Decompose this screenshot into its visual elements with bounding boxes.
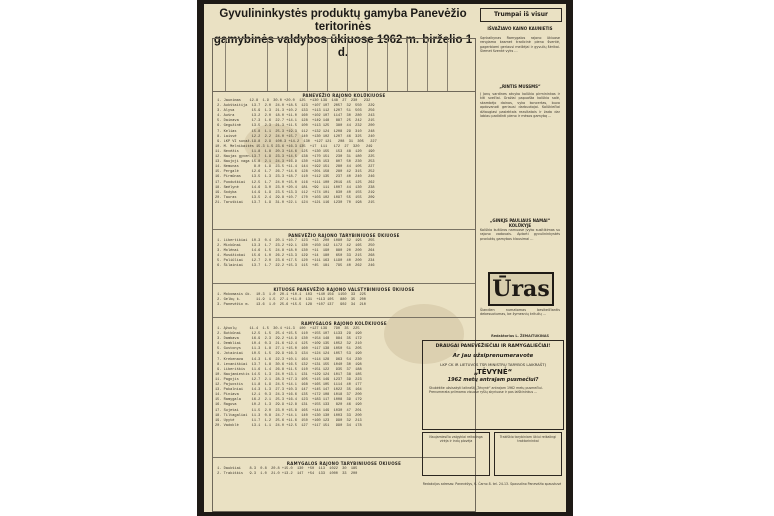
notice-boxes xyxy=(422,432,562,478)
editor-credit: Redaktorius L. ŽEMAITUKINAS xyxy=(491,334,549,338)
sidebar-header: Trumpai iš visur xyxy=(480,8,562,22)
ramygala-tarybiniai-rows: 1. Daukšiai 8.3 0.8 20.8 +15.0 130 +50 113 1022 30 185 2. Trakiškis 9.3 1.0 21.0 +13.2 147 +54 133 1000 33 200 xyxy=(217,467,358,477)
kolukiai-rows: 1. Jaunimas 12.8 1.9 30.0 +20.0 125 +130 139 148 27 230 232 2. Aukštaitija 13.7 2.0 24.0 +18.5 123 +107 107 2057 32 550 229 3. Alyva 15.9 1.3 21.3 +10.2 133 +113 112 1207 51 503 256 4. Aušra 13.2 2.0 18.0 +11.0 160 +102 107 1147 30 280 243 5. Dainava 17.3 1.6 22.7 +14.1 128 +149 148 887 25 242 215 6. Gegužinė 13.5 2.3 21.3 +11.5 100 +113 125 380 44 232 200 7. Kelias 15.8 1.1 25.3 +19.3 112 +132 124 1208 29 310 248 8. Laisvė 12.2 2.2 24.0 +15.7 140 +130 102 1207 46 325 240 9. LKP VI suvaž.19.8 2.9 100.3 +14.2 130 +127 121 208 31 305 227 10. M. Melnikaitės 15.3 1.5 23.6 +16.3 135 +17 111 172 27 320 249 11. Nevėžis 11.8 1.8 20.3 +14.6 125 +130 155 153 48 120 190 12. Naujas gyven.13.7 1.9 23.3 +14.5 138 +170 151 230 31 180 225 13. Naujoji vaga 15.8 2.1 24.3 +16.9 130 +128 153 807 50 230 253 14. Nemunas 8.0 1.9 23.5 +11.4 144 +192 151 280 44 105 227 15. Pergalė 12.6 1.7 26.7 +14.6 128 +201 158 280 42 315 252 16. Pirmūnas 13.5 1.3 23.3 +18.7 110 +112 135 237 40 240 246 17. Puoduškiai 12.5 1.7 24.0 +15.0 116 +111 100 2019 45 125 262 18. Smėlynė 14.6 3.0 23.0 +20.4 181 +99 111 1007 44 130 238 19. Sodyba 14.9 1.9 23.5 +13.3 112 +174 101 830 40 155 219 20. Tauras 13.5 2.4 29.8 +10.7 170 +103 102 1097 55 155 209 21. Taruškiai 13.7 1.9 31.0 +22.1 124 +121 116 1230 70 198 215 xyxy=(215,99,377,205)
ramygala-rows: 1. Ąžuolų 11.4 1.5 30.4 +11.3 100 +127 139 790 35 225 2. Butkūnai 12.5 1.5 25.4 +15.5 110 +155 107 1133 29 190 3. Dambava 16.9 2.3 29.2 +14.9 130 +154 148 884 35 172 4. Dembliai 10.4 0.3 21.6 +12.4 125 +109 135 1052 32 210 5. Gustonys 11.3 1.8 27.1 +15.0 160 +117 138 1050 51 205 6. Jotainiai 10.5 1.5 29.9 +16.3 134 +124 124 1057 53 190 7. Krekenava 14.3 1.6 22.3 +10.1 164 +114 128 963 54 230 8. Levaniškiai 13.7 1.8 30.6 +16.5 132 +131 155 1040 30 198 9. Liberiškis 11.6 1.4 26.8 +11.5 110 +151 122 935 37 188 10. Naujamiestis 14.5 1.3 24.0 +13.1 131 +129 124 1017 38 185 11. Pagojis 12.7 2.1 28.3 +17.3 105 +115 149 1237 39 223 12. Pajuostis 11.8 1.9 24.5 +14.1 168 +165 105 1114 40 177 13. Pakalniai 14.3 1.3 27.3 +10.3 147 +145 147 1022 35 164 14. Piniava 12.1 0.3 24.3 +16.6 135 +172 108 1018 37 200 15. Ramygala 16.2 2.1 25.3 +16.4 123 +183 117 1008 39 179 16. Raguva 10.2 1.3 29.9 +12.8 131 +155 133 820 46 190 17. Sujetai 11.5 2.0 23.0 +15.8 165 +144 149 1030 47 201 18. Tiltagaliai 11.3 0.8 24.7 +14.1 140 +130 130 1003 33 200 19. Upytė 11.7 1.2 25.6 +11.6 150 +160 123 990 32 213 20. Vadoklė 13.1 1.1 24.0 +12.5 127 +117 151 990 34 178 xyxy=(215,327,362,428)
page-footer: Redakcijos adresas: Panevėžys, K. Čarno 8. tel. 24-13. Spausdino Panevėžio spaustuvė xyxy=(422,482,562,486)
ad-line-3: LKP CK IR LIETUVOS TSR MINISTRŲ TARYBOS LAIKRAŠTĮ xyxy=(440,362,546,367)
notice-box-right: Trakiškio tarybiniam ūkiui reikalingi traktorininkai xyxy=(494,432,562,476)
kiti-rows: 1. Mokomasis ūk. 10.3 1.0 20.1 +10.1 103 +140 156 1150 33 225 2. Gelbų k. 11.9 1.5 27.1 +11.0 131 +113 105 880 35 200 3. Panevėžio m. 13.6 1.0 25.6 +15.5 128 +107 137 902 34 210 xyxy=(217,293,366,308)
ad-line-4: „TĖVYNĖ“ xyxy=(473,368,513,376)
section-title-tarybiniai: PANEVĖŽIO RAJONO TARYBINIUOSE ŪKIUOSE xyxy=(288,233,400,238)
section-title-kolukiai: PANEVĖŽIO RAJONO KOLŪKIUOSE xyxy=(302,93,386,98)
sidebar-headline-2: „RINTIS MUSSMS“ xyxy=(499,84,541,89)
section-title-ramygala-tarybiniai: RAMYGALOS RAJONO TARYBINIUOSE ŪKIUOSE xyxy=(286,461,402,466)
notice-box-left: Naujamiesčio valgyklai reikalinga virėja ir indų plovėja xyxy=(422,432,490,476)
sidebar-article-4: Šiandien numatomas besikeičiantis debesuotumas, be žymesnių kritulių ... xyxy=(480,308,560,317)
newspaper-page xyxy=(204,4,566,512)
table-header xyxy=(213,39,475,92)
sidebar-article-1: Sąnkaikynas Ramygalos rajono ūkiuose rengiama kasmet tradicinė pieno šventė, pagerbiami geriausi melžėjai ir gyvulių šėrikai. Šiemet šventė vyks ... xyxy=(480,36,560,54)
sidebar-headline-3: „GINKJS PAULIAUS NAMAI“ KOLŪKYJE xyxy=(489,218,551,228)
title-line-1: Gyvulininkystės produktų gamyba Panevėžio teritorinės xyxy=(219,8,467,33)
ad-line-5: 1962 metų antrajam pusmečiui? xyxy=(447,377,539,383)
sidebar-article-2: Į Jonų vardines atvyko kolūkio pirmininkas ir kiti svečiai. Gražiai papuošta kolūkio salė, skambėjo dainos, vyko koncertas, buvo apdovanoti geriausi darbuotojai. Kolūkiečiai džiaugiasi pasiektais rezultatais ir žada dar labiau padidinti pieno ir mėsos gamybą ... xyxy=(480,92,560,119)
ad-line-2: Ar jau užsiprenumeravote xyxy=(452,353,534,359)
subscription-ad xyxy=(422,340,564,430)
ad-line-1: DRAUGAI PANEVĖŽIEČIAI IR RAMYGALIEČIAI! xyxy=(435,344,551,349)
title-line-2: gamybinės valdybos ūkiuose 1962 m. birželio 1 d. xyxy=(213,34,473,59)
tarybiniai-rows: 1. Libertikiai 10.3 0.4 20.1 +10.7 123 +13 200 1080 32 195 255 2. Mickūnai 13.3 1.7 23.2 +19.1 130 +150 142 1172 42 165 250 3. Molėnai 14.6 1.5 24.8 +18.0 130 +11 190 880 20 200 264 4. Musdžiokai 15.6 1.0 26.2 +13.3 129 +14 180 650 33 215 268 5. Paliūliai 12.7 2.0 23.6 +17.5 120 +111 163 1190 40 200 234 6. Šilainiai 13.7 1.7 22.2 +15.3 115 +45 181 795 40 262 246 xyxy=(217,239,375,269)
section-title-ramygala: RAMYGALOS RAJONO KOLŪKIUOSE xyxy=(301,321,387,326)
section-title-kiti: KITUOSE PANEVĖŽIO RAJONO VALSTYBINIUOSE ŪKIUOSE xyxy=(273,287,415,292)
sidebar-headline-1: IŠVAŽIAVO KAINO KAUNIETIS xyxy=(487,26,553,31)
sidebar-article-3: Kolūkio kultūros namuose įvyko susitikimas su rajono vadovais. Aptarti gyvulininkystės produktų gamybos klausimai ... xyxy=(480,228,560,241)
ad-body: Skubėkite užsisakyti laikraštį „Tėvynė“ antrajam 1962 metų pusmečiui. Prenumerata priimama visuose ryšių skyriuose ir pas laiškininkus ... xyxy=(429,386,543,395)
oras-logo: Ūras xyxy=(488,272,554,306)
